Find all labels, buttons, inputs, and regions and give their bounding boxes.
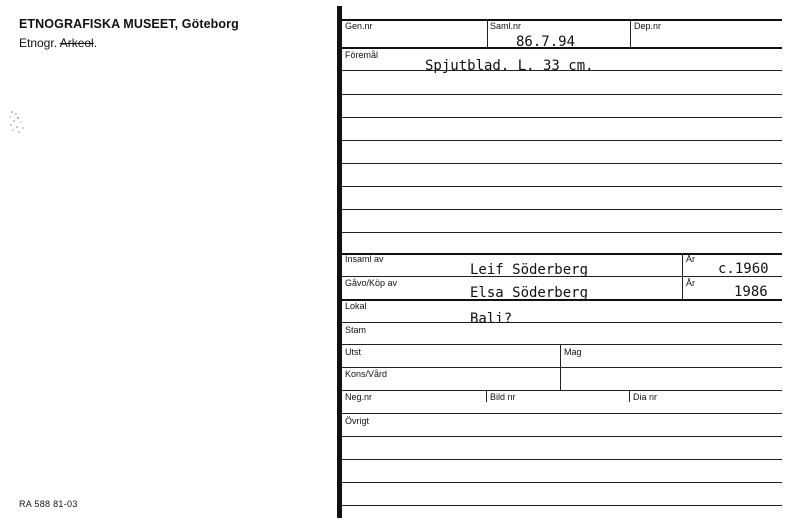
- rule-line: [342, 140, 782, 141]
- divider-dia: [629, 390, 630, 402]
- rule-line: [342, 482, 782, 483]
- rule-line: [342, 94, 782, 95]
- divider-dep: [630, 19, 631, 47]
- rule-line: [342, 390, 782, 391]
- rule-line: [342, 186, 782, 187]
- rule-line: [342, 117, 782, 118]
- rule-line: [342, 505, 782, 506]
- card-left-border: [337, 6, 342, 518]
- label-ar-1: År: [686, 254, 695, 264]
- label-lokal: Lokal: [345, 301, 367, 311]
- label-ar-2: År: [686, 278, 695, 288]
- value-gavo-kop-av: Elsa Söderberg: [470, 285, 589, 301]
- department-line: [19, 36, 97, 50]
- value-insaml-ar: c.1960: [718, 261, 769, 277]
- label-insaml-av: Insaml av: [345, 254, 384, 264]
- value-lokal: Bali?: [470, 311, 513, 327]
- value-insaml-av: Leif Söderberg: [470, 262, 589, 278]
- label-kons-vard: Kons/Vård: [345, 369, 388, 379]
- divider-bild: [486, 390, 487, 402]
- rule-line: [342, 344, 782, 345]
- label-dep-nr: Dep.nr: [634, 21, 662, 31]
- rule-line: [342, 232, 782, 233]
- label-mag: Mag: [564, 347, 582, 357]
- label-gen-nr: Gen.nr: [345, 21, 373, 31]
- label-gavo-kop-av: Gåvo/Köp av: [345, 278, 398, 288]
- department-prefix: Etnogr.: [19, 36, 58, 50]
- label-saml-nr: Saml.nr: [490, 21, 522, 31]
- rule-line: [342, 163, 782, 164]
- ink-speck-mark: [6, 108, 28, 136]
- value-foremal: Spjutblad. L. 33 cm.: [425, 58, 594, 74]
- rule-top: [342, 19, 782, 21]
- rule-before-collector: [342, 253, 782, 255]
- value-saml-nr: 86.7.94: [516, 34, 576, 50]
- divider-saml: [487, 19, 488, 47]
- rule-line: [342, 459, 782, 460]
- rule-line: [342, 322, 782, 323]
- department-struck: Arkeol: [59, 36, 94, 50]
- label-dia-nr: Dia nr: [633, 392, 658, 402]
- rule-line: [342, 436, 782, 437]
- label-neg-nr: Neg.nr: [345, 392, 373, 402]
- label-utst: Utst: [345, 347, 362, 357]
- museum-title: ETNOGRAFISKA MUSEET, Göteborg: [19, 17, 239, 31]
- label-ovrigt: Övrigt: [345, 416, 370, 426]
- divider-mag: [560, 344, 561, 390]
- value-gavo-ar: 1986: [734, 284, 768, 300]
- label-stam: Stam: [345, 325, 367, 335]
- label-bild-nr: Bild nr: [490, 392, 516, 402]
- rule-line: [342, 209, 782, 210]
- rule-line: [342, 413, 782, 414]
- form-code: RA 588 81-03: [19, 499, 78, 509]
- divider-year: [682, 253, 683, 299]
- department-suffix: .: [93, 36, 98, 50]
- rule-line: [342, 367, 782, 368]
- label-foremal: Föremål: [345, 50, 379, 60]
